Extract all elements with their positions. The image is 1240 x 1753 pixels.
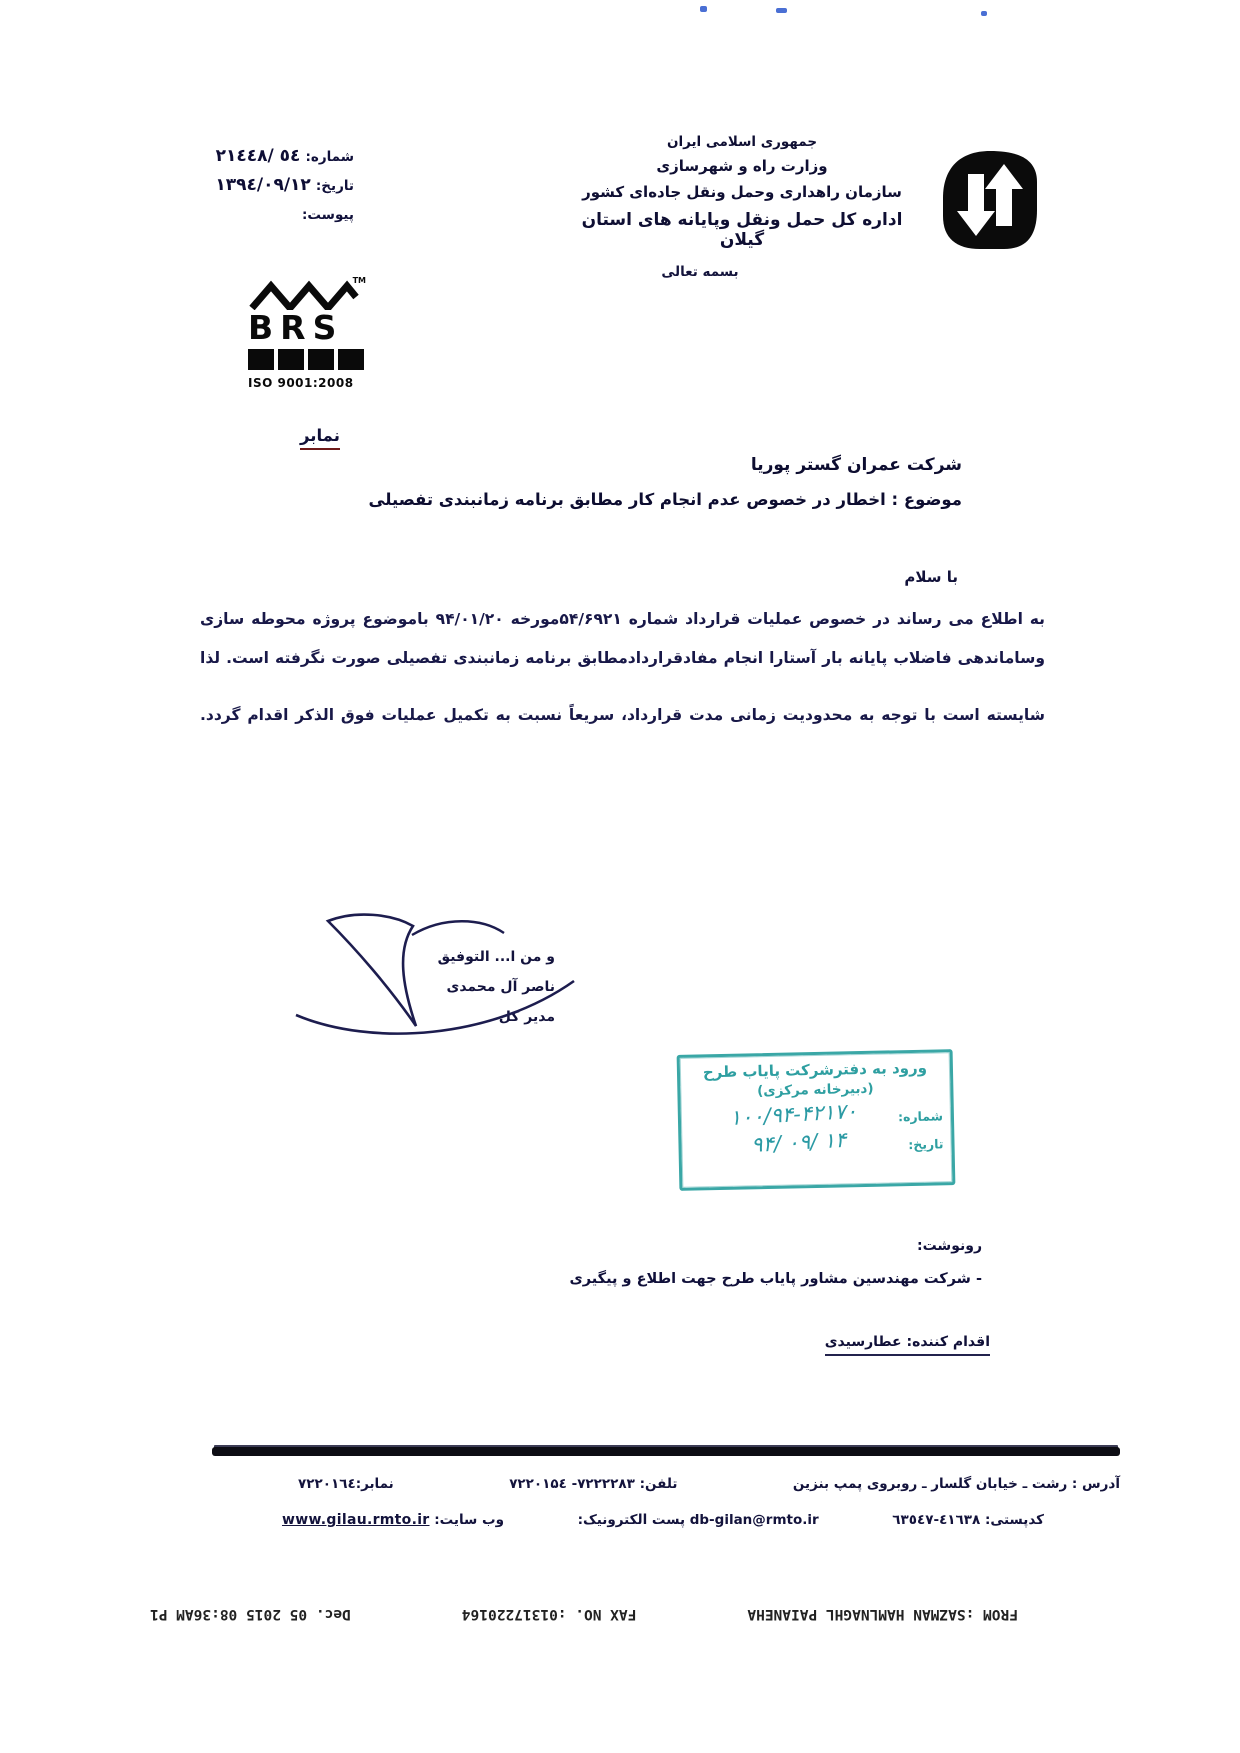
letter-body bbox=[200, 606, 1045, 728]
brs-iso-text: ISO 9001:2008 bbox=[248, 376, 354, 390]
footer-email-label: پست الکترونیک: bbox=[577, 1512, 686, 1528]
office-entry-stamp bbox=[677, 1049, 956, 1191]
letter-number-row bbox=[212, 146, 354, 166]
body-line-1: به اطلاع می رساند در خصوص عملیات قرارداد شماره ۵۴/۶۹۲۱مورخه ۹۴/۰۱/۲۰ باموضوع پروژه محوطه سازی bbox=[200, 610, 1045, 628]
org-header bbox=[570, 134, 914, 250]
letter-date-row bbox=[212, 175, 354, 195]
signatory-name: ناصر آل محمدی bbox=[446, 979, 555, 995]
rmto-logo-icon bbox=[938, 148, 1042, 252]
letter-number-label: شماره: bbox=[305, 149, 354, 165]
brs-square bbox=[248, 349, 274, 370]
stamp-date-row bbox=[689, 1127, 943, 1156]
recipient-block bbox=[369, 455, 962, 509]
footer-address: آدرس : رشت ـ خیابان گلسار ـ روبروی پمپ بنزین bbox=[792, 1476, 1120, 1492]
cc-block bbox=[442, 1238, 982, 1287]
scan-speck bbox=[700, 6, 707, 12]
footer-email bbox=[578, 1512, 819, 1528]
fax-trailer-datetime: Dec. 05 2015 08:36AM P1 bbox=[150, 1606, 351, 1622]
reference-block bbox=[212, 146, 354, 232]
footer-fax bbox=[298, 1476, 394, 1492]
stamp-subtitle: (دبیرخانه مرکزی) bbox=[757, 1080, 874, 1100]
org-country: جمهوری اسلامی ایران bbox=[666, 134, 818, 150]
footer-postal-label: کدپستی: bbox=[984, 1512, 1044, 1528]
brs-name: BRS bbox=[248, 308, 344, 347]
stamp-date-label: تاریخ: bbox=[908, 1136, 944, 1153]
org-organization: سازمان راهداری وحمل ونقل جاده‌ای کشور bbox=[582, 183, 902, 201]
fax-trailer-from: FROM :SAZMAN HAMLNAGHL PAIANEHA bbox=[747, 1606, 1018, 1622]
handler-line: اقدام کننده: عطارسیدی bbox=[825, 1334, 990, 1356]
footer-phone-label: تلفن: bbox=[639, 1476, 678, 1492]
footer-website-value: www.gilau.rmto.ir bbox=[282, 1512, 430, 1528]
stamp-number-label: شماره: bbox=[897, 1108, 944, 1125]
brs-tm-mark: TM bbox=[352, 276, 366, 285]
footer-postal bbox=[892, 1512, 1044, 1528]
footer-phone-value: ۷۲۲۲۲۸۳- ۷۲۲۰۱۵٤ bbox=[509, 1476, 635, 1492]
fax-machine-trailer bbox=[150, 1606, 1018, 1622]
footer-fax-label: نمابر: bbox=[355, 1476, 394, 1492]
footer-phone bbox=[509, 1476, 677, 1492]
org-department: اداره کل حمل ونقل وپایانه های استان گیلان bbox=[581, 210, 903, 250]
invocation-text: بسمه تعالی bbox=[661, 264, 739, 280]
brs-square bbox=[278, 349, 304, 370]
footer-divider bbox=[212, 1447, 1120, 1456]
salutation: با سلام bbox=[904, 568, 958, 586]
org-ministry: وزارت راه و شهرسازی bbox=[656, 157, 828, 175]
letter-date-value: ١٣٩٤/٠٩/١٢ bbox=[215, 175, 311, 195]
cc-label: رونوشت: bbox=[917, 1238, 982, 1254]
stamp-title: ورود به دفترشرکت پایاب طرح bbox=[702, 1058, 928, 1082]
fax-note: نمابر bbox=[300, 426, 340, 450]
attachment-row bbox=[212, 204, 354, 223]
handwritten-signature-icon bbox=[292, 905, 582, 1045]
letter-number-value: ٥٤ /٢١٤٤٨ bbox=[215, 146, 301, 166]
scan-speck bbox=[776, 8, 787, 13]
fax-trailer-number: FAX NO. :01317220164 bbox=[461, 1606, 637, 1622]
footer-contact-line bbox=[298, 1476, 1120, 1492]
footer-postal-value: ٤١٦٣٨-٦٣٥٤٧ bbox=[892, 1512, 981, 1528]
footer-email-value: db-gilan@rmto.ir bbox=[689, 1512, 819, 1528]
brs-square bbox=[308, 349, 334, 370]
scan-speck bbox=[981, 11, 987, 16]
letter-date-label: تاریخ: bbox=[315, 178, 354, 194]
brs-squares bbox=[248, 349, 378, 370]
attachment-label: پیوست: bbox=[301, 207, 354, 223]
brs-logo-icon bbox=[248, 276, 378, 390]
body-line-3: شایسته است با توجه به محدودیت زمانی مدت قرارداد، سریعاً نسبت به تکمیل عملیات فوق الذکر اقدام گردد. bbox=[200, 706, 1045, 724]
stamp-date-handwritten: ۹۴/ ۰۹/ ۱۴ bbox=[750, 1127, 847, 1158]
footer-website bbox=[282, 1512, 504, 1528]
footer-website-label: وب سایت: bbox=[434, 1512, 504, 1528]
footer-web-line bbox=[282, 1512, 1044, 1528]
signature-benediction: و من ا... التوفیق bbox=[437, 949, 555, 965]
brs-square bbox=[338, 349, 364, 370]
signatory-title: مدیر کل bbox=[498, 1009, 555, 1025]
stamp-number-handwritten: ۱۰۰/۹۴-۴۲۱۷۰ bbox=[729, 1098, 858, 1131]
brs-zigzag-icon bbox=[248, 276, 366, 310]
cc-item: - شرکت مهندسین مشاور پایاب طرح جهت اطلاع و پیگیری bbox=[569, 1271, 982, 1287]
footer-fax-value: ۷۲۲۰۱٦٤ bbox=[298, 1476, 356, 1492]
subject-line: موضوع : اخطار در خصوص عدم انجام کار مطابق برنامه زمانبندی تفصیلی bbox=[368, 490, 962, 509]
body-line-2: وساماندهی فاضلاب پایانه بار آستارا انجام مفادقراردادمطابق برنامه زمانبندی تفصیلی صورت نگرفته است. لذا bbox=[200, 649, 1045, 667]
recipient-name: شرکت عمران گستر پوریا bbox=[750, 455, 962, 475]
